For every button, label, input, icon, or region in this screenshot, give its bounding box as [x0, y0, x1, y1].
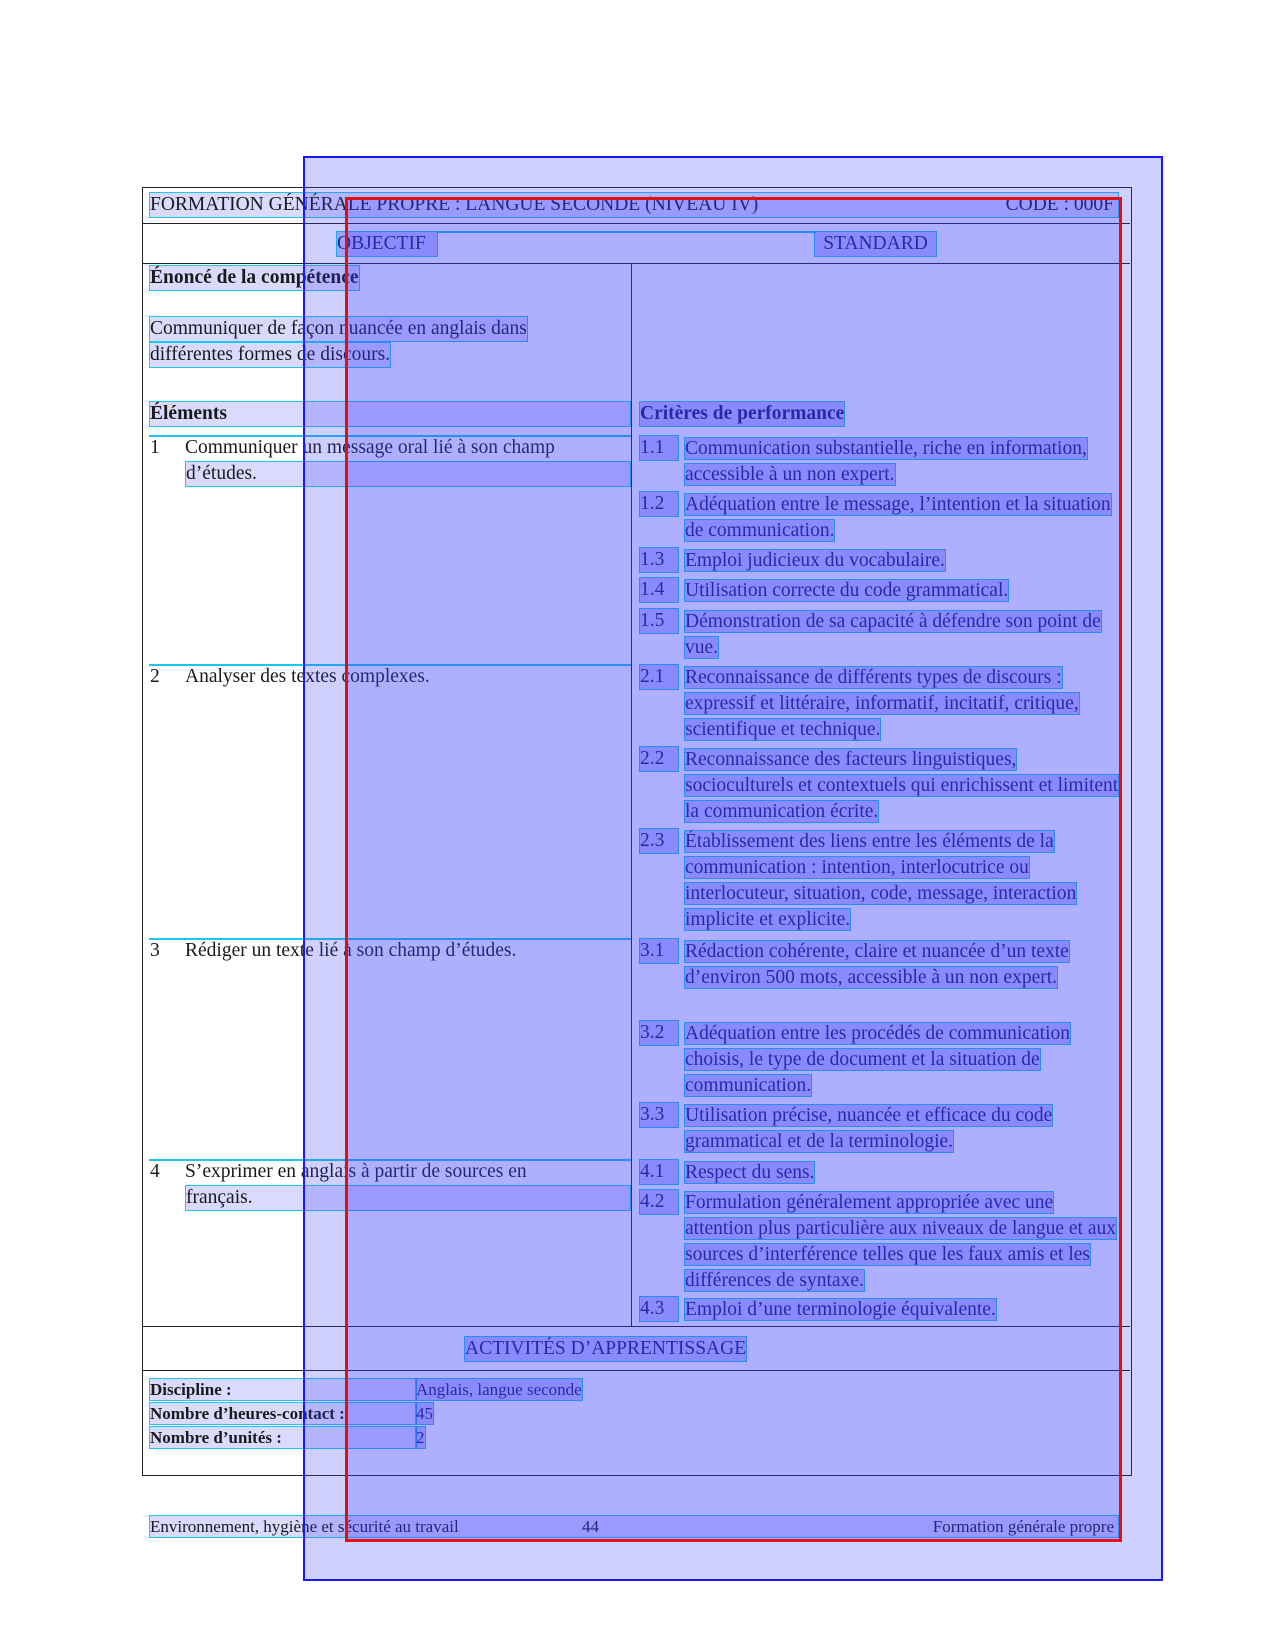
element-number: 4	[150, 1161, 160, 1182]
criterion-text-content: Reconnaissance des facteurs linguistiques, socioculturels et contextuels qui enrichissent et limitent la communication écrite.	[685, 749, 1119, 822]
criterion-number: 3.2	[640, 1021, 678, 1045]
criterion-text-content: Emploi d’une terminologie équivalente.	[685, 1299, 996, 1320]
units-value: 2	[416, 1428, 425, 1447]
footer-right: Formation générale propre	[932, 1517, 1114, 1536]
elements-heading: Éléments	[150, 402, 630, 426]
criterion-text-content: Formulation généralement appropriée avec une attention plus particulière aux niveaux de langue et aux sources d’interférence telles que les faux amis et les différences de syntaxe.	[685, 1192, 1117, 1291]
criterion-number: 1.2	[640, 492, 678, 516]
footer-left: Environnement, hygiène et sécurité au travail	[150, 1517, 459, 1536]
element-number: 3	[150, 940, 160, 961]
criterion-text-content: Établissement des liens entre les éléments de la communication : intention, interlocutrice ou interlocuteur, situation, code, message, interaction implicite et explicite.	[685, 831, 1077, 930]
element-text: S’exprimer en anglais à partir de sources en	[185, 1161, 527, 1182]
element-number: 1	[150, 437, 160, 458]
element-number: 2	[150, 666, 160, 687]
competence-heading: Énoncé de la compétence	[150, 267, 359, 288]
element-4-continuation: français.	[186, 1186, 630, 1210]
objectif-heading: OBJECTIF	[337, 232, 437, 256]
criterion-text-content: Adéquation entre les procédés de communication choisis, le type de document et la situation de communication.	[685, 1023, 1070, 1096]
criterion-text-content: Utilisation précise, nuancée et efficace du code grammatical et de la terminologie.	[685, 1105, 1053, 1152]
criterion-number: 2.1	[640, 665, 678, 689]
element-text: Rédiger un texte lié à son champ d’études.	[185, 940, 517, 961]
criterion-number: 1.4	[640, 578, 678, 602]
form-title: FORMATION GÉNÉRALE PROPRE : LANGUE SECONDE (NIVEAU IV)	[150, 194, 759, 215]
form-code: CODE : 000F	[1005, 194, 1114, 215]
element-text: Communiquer un message oral lié à son champ	[185, 437, 555, 458]
criterion-text-content: Communication substantielle, riche en information, accessible à un non expert.	[685, 438, 1087, 485]
competence-line-1: Communiquer de façon nuancée en anglais dans	[150, 318, 527, 339]
criterion-text-content: Rédaction cohérente, claire et nuancée d’un texte d’environ 500 mots, accessible à un non expert.	[685, 941, 1069, 988]
criterion-text-content: Démonstration de sa capacité à défendre son point de vue.	[685, 611, 1101, 658]
element-1-continuation: d’études.	[186, 462, 630, 486]
criterion-number: 1.5	[640, 609, 678, 633]
hours-value: 45	[416, 1404, 433, 1423]
annotation-region-inner	[345, 197, 1122, 1542]
criterion-text-content: Emploi judicieux du vocabulaire.	[685, 550, 945, 571]
criterion-number: 1.1	[640, 436, 678, 460]
hours-label: Nombre d’heures-contact :	[150, 1403, 416, 1424]
footer-page-number: 44	[582, 1517, 599, 1536]
criteria-heading: Critères de performance	[640, 403, 845, 424]
criterion-text-content: Adéquation entre le message, l’intention et la situation de communication.	[685, 494, 1111, 541]
units-label: Nombre d’unités :	[150, 1427, 416, 1448]
activities-heading: ACTIVITÉS D’APPRENTISSAGE	[465, 1338, 747, 1359]
criterion-number: 4.1	[640, 1160, 678, 1184]
criterion-number: 2.2	[640, 747, 678, 771]
discipline-label: Discipline :	[150, 1379, 416, 1400]
criterion-text-content: Reconnaissance de différents types de discours : expressif et littéraire, informatif, incitatif, critique, scientifique et technique.	[685, 667, 1079, 740]
criterion-text-content: Utilisation correcte du code grammatical.	[685, 580, 1009, 601]
element-text: Analyser des textes complexes.	[185, 666, 430, 687]
criterion-number: 4.2	[640, 1190, 678, 1214]
criterion-number: 4.3	[640, 1297, 678, 1321]
standard-heading: STANDARD	[815, 232, 936, 256]
criterion-number: 1.3	[640, 548, 678, 572]
discipline-value: Anglais, langue seconde	[416, 1380, 582, 1399]
competence-line-2: différentes formes de discours.	[150, 344, 391, 365]
criterion-number: 2.3	[640, 829, 678, 853]
criterion-text-content: Respect du sens.	[685, 1162, 815, 1183]
criterion-number: 3.1	[640, 939, 678, 963]
criterion-number: 3.3	[640, 1103, 678, 1127]
